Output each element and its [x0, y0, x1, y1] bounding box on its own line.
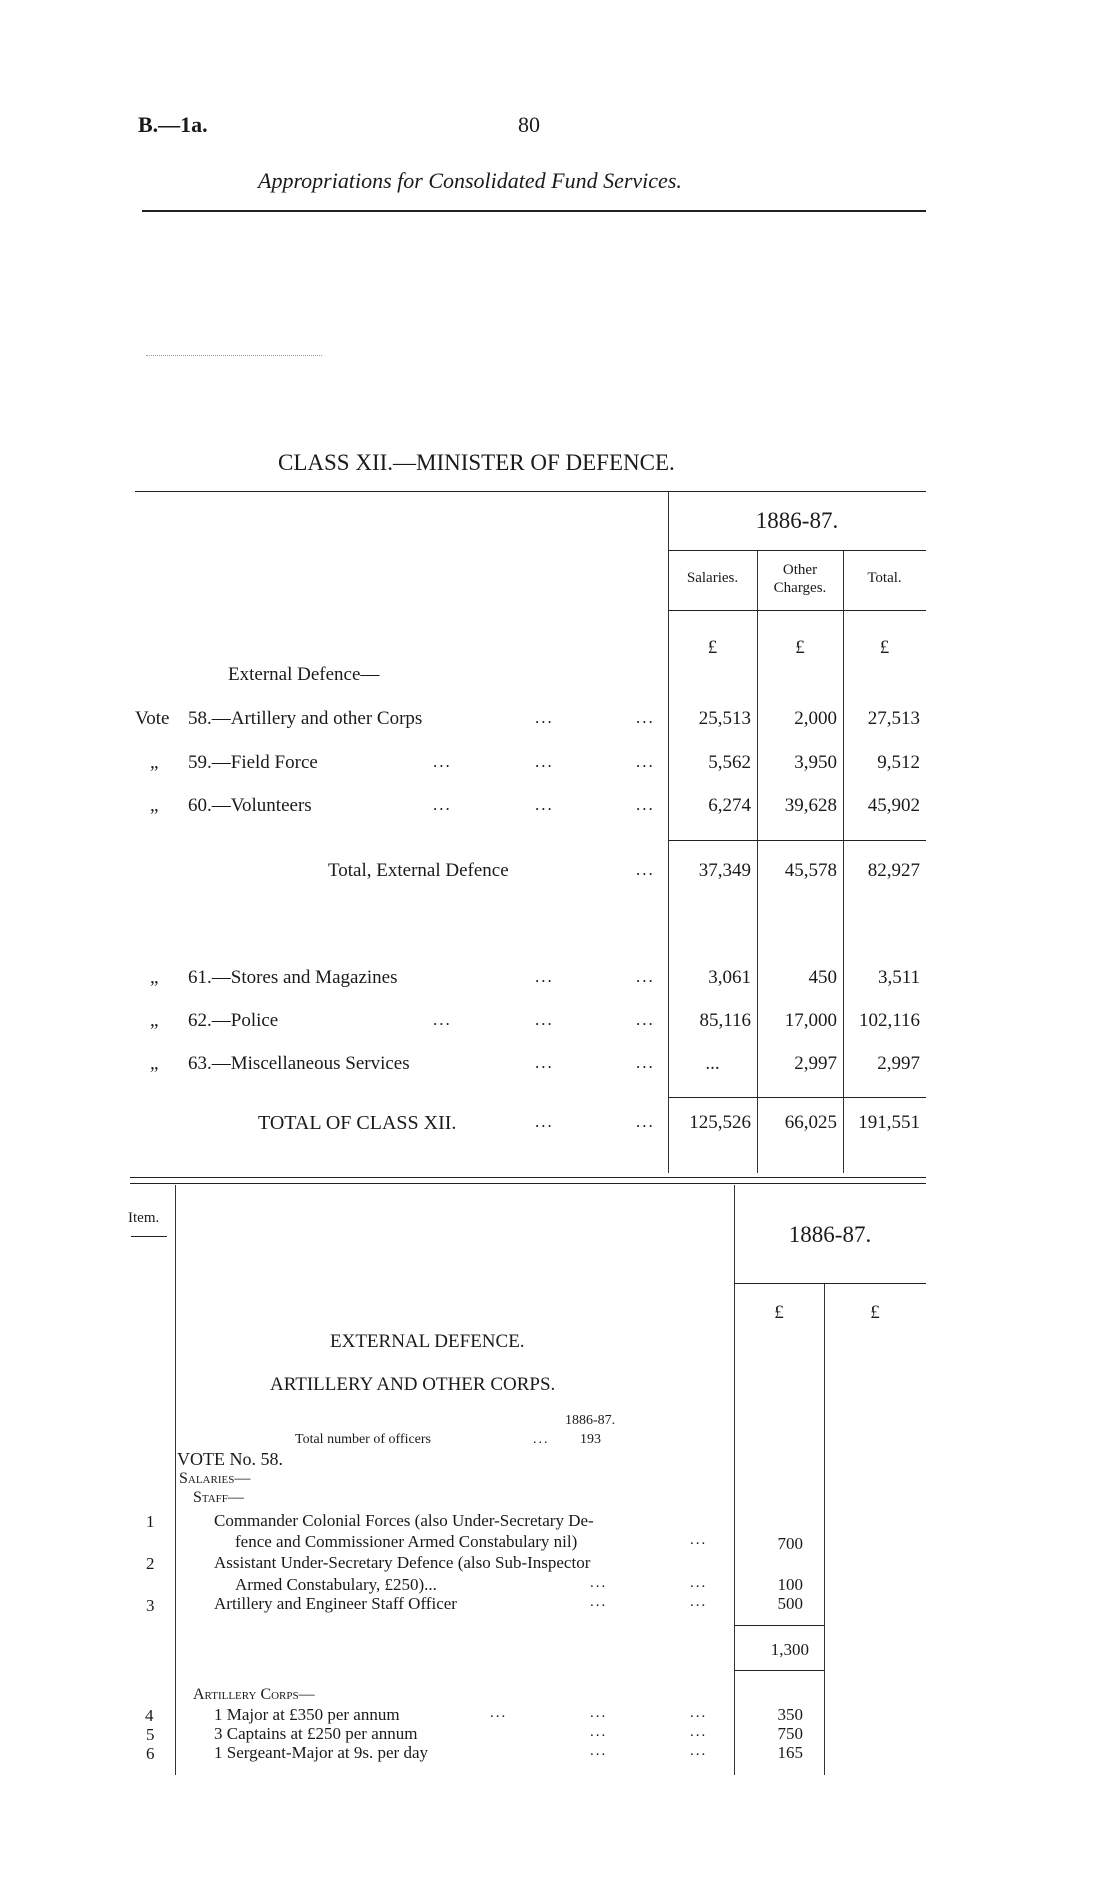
detail-heading-external-defence: EXTERNAL DEFENCE. [330, 1331, 525, 1352]
row-label: 62.—Police [188, 1010, 279, 1031]
item-label: Artillery and Engineer Staff Officer [214, 1594, 457, 1613]
row-prefix: Vote [135, 708, 170, 729]
row-total: 27,513 [867, 708, 920, 729]
leader-dots: ... [690, 1594, 708, 1610]
item-label: 1 Major at £350 per annum [214, 1705, 400, 1724]
row-prefix: „ [150, 1010, 159, 1031]
row-salaries: ... [705, 1053, 720, 1074]
row-total: 45,902 [867, 795, 920, 816]
leader-dots: ... [535, 1112, 554, 1131]
item-amount: 750 [777, 1724, 803, 1743]
row-other: 3,950 [794, 752, 837, 773]
row-salaries: 85,116 [699, 1010, 751, 1031]
detail-currency-left: £ [774, 1302, 784, 1323]
item-number: 2 [146, 1554, 155, 1573]
leader-dots: ... [636, 708, 655, 727]
leader-dots: ... [636, 967, 655, 986]
row-salaries: 5,562 [708, 752, 751, 773]
row-other: 450 [808, 967, 837, 988]
leader-dots: ... [690, 1724, 708, 1740]
item-label-line1: Commander Colonial Forces (also Under-Secretary De- [214, 1511, 594, 1530]
class-title: CLASS XII.—MINISTER OF DEFENCE. [278, 450, 675, 475]
col-total-header: Total. [867, 570, 902, 586]
item-number: 1 [146, 1512, 155, 1531]
subtotal-label: Total, External Defence [328, 860, 509, 881]
item-amount: 500 [777, 1594, 803, 1613]
leader-dots: ... [590, 1724, 608, 1740]
detail-heading-artillery: ARTILLERY AND OTHER CORPS. [270, 1374, 556, 1395]
staff-subtotal-rule-bottom [734, 1670, 824, 1671]
staff-heading: Staff— [193, 1489, 244, 1506]
currency-other: £ [795, 637, 805, 658]
artillery-corps-heading: Artillery Corps— [193, 1686, 315, 1703]
vote-number: VOTE No. 58. [177, 1449, 283, 1469]
item-header: Item. [128, 1210, 160, 1226]
document-code: B.—1a. [138, 112, 208, 137]
item-label: 3 Captains at £250 per annum [214, 1724, 418, 1743]
section-heading: External Defence— [228, 664, 380, 685]
row-label: 58.—Artillery and other Corps [188, 708, 423, 729]
subtotal-total: 82,927 [867, 860, 920, 881]
leader-dots: ... [636, 1053, 655, 1072]
item-label: 1 Sergeant-Major at 9s. per day [214, 1743, 429, 1762]
subtotal-salaries: 37,349 [698, 860, 751, 881]
staff-subtotal-rule [734, 1625, 824, 1626]
summary-top-rule [135, 491, 926, 492]
leader-dots: ... [690, 1705, 708, 1721]
leader-dots: ... [590, 1743, 608, 1759]
row-prefix: „ [150, 752, 159, 773]
leader-dots: ... [535, 1010, 554, 1029]
row-label: 63.—Miscellaneous Services [188, 1053, 410, 1074]
item-number: 3 [146, 1596, 155, 1615]
leader-dots: ... [433, 795, 452, 814]
row-total: 102,116 [858, 1010, 920, 1031]
officers-label: Total number of officers [295, 1432, 431, 1447]
row-label: 61.—Stores and Magazines [188, 967, 398, 988]
row-prefix: „ [150, 967, 159, 988]
leader-dots: ... [636, 860, 655, 879]
header-row-rule [668, 610, 926, 611]
subtotal-other: 45,578 [784, 860, 837, 881]
salaries-heading: Salaries— [179, 1470, 251, 1487]
leader-dots: ... [535, 795, 554, 814]
grand-total-total: 191,551 [858, 1112, 920, 1133]
row-other: 2,997 [794, 1053, 837, 1074]
col-salaries-header: Salaries. [686, 570, 739, 586]
item-amount: 700 [777, 1534, 803, 1553]
detail-item-col-rule [175, 1185, 176, 1775]
item-header-rule [131, 1236, 167, 1237]
leader-dots: ... [535, 752, 554, 771]
leader-dots: ... [636, 752, 655, 771]
row-prefix: „ [150, 1053, 159, 1074]
item-amount: 165 [777, 1743, 803, 1762]
page-number: 80 [518, 112, 540, 137]
leader-dots: ... [433, 1010, 452, 1029]
leader-dots: ... [535, 708, 554, 727]
page-subtitle: Appropriations for Consolidated Fund Services. [258, 168, 682, 193]
col-other-header-line1: Other [782, 562, 818, 578]
dotted-fragment [146, 355, 322, 356]
currency-total: £ [879, 637, 890, 658]
item-label-line1: Assistant Under-Secretary Defence (also Sub-Inspector [214, 1553, 591, 1572]
row-total: 3,511 [877, 967, 920, 988]
grand-total-label: TOTAL OF CLASS XII. [258, 1112, 457, 1134]
leader-dots: ... [535, 967, 554, 986]
staff-subtotal: 1,300 [770, 1640, 809, 1659]
grand-total-rule [668, 1097, 926, 1098]
year-rule [668, 550, 926, 551]
leader-dots: ... [636, 795, 655, 814]
item-number: 6 [146, 1744, 155, 1763]
section-double-rule-top [130, 1177, 926, 1178]
summary-year: 1886-87. [755, 508, 839, 533]
grand-total-other: 66,025 [784, 1112, 837, 1133]
row-prefix: „ [150, 795, 159, 816]
leader-dots: ... [690, 1532, 708, 1548]
row-other: 2,000 [794, 708, 837, 729]
col-other-header-line2: Charges. [773, 580, 827, 596]
leader-dots: ... [533, 1432, 550, 1447]
item-amount: 100 [777, 1575, 803, 1594]
detail-total-col-rule [824, 1283, 825, 1775]
row-total: 9,512 [877, 752, 920, 773]
row-other: 17,000 [784, 1010, 837, 1031]
leader-dots: ... [690, 1575, 708, 1591]
leader-dots: ... [590, 1575, 608, 1591]
officers-year: 1886-87. [565, 1413, 616, 1428]
detail-year: 1886-87. [788, 1222, 872, 1247]
header-rule [142, 210, 926, 212]
subtotal-rule [668, 840, 926, 841]
leader-dots: ... [636, 1010, 655, 1029]
currency-salaries: £ [707, 637, 718, 658]
leader-dots: ... [535, 1053, 554, 1072]
row-other: 39,628 [784, 795, 837, 816]
item-amount: 350 [777, 1705, 803, 1724]
item-number: 4 [145, 1706, 154, 1725]
item-number: 5 [146, 1725, 155, 1744]
row-label: 59.—Field Force [188, 752, 318, 773]
leader-dots: ... [433, 752, 452, 771]
officers-count: 193 [580, 1432, 601, 1447]
row-salaries: 6,274 [708, 795, 751, 816]
row-label: 60.—Volunteers [188, 795, 312, 816]
leader-dots: ... [590, 1594, 608, 1610]
row-salaries: 3,061 [708, 967, 751, 988]
leader-dots: ... [690, 1743, 708, 1759]
detail-amount-col-rule [734, 1185, 735, 1775]
leader-dots: ... [636, 1112, 655, 1131]
section-double-rule-bottom [130, 1183, 926, 1184]
detail-year-rule [734, 1283, 926, 1284]
leader-dots: ... [490, 1705, 508, 1721]
row-total: 2,997 [877, 1053, 920, 1074]
leader-dots: ... [590, 1705, 608, 1721]
item-label-line2: Armed Constabulary, £250)... [235, 1575, 437, 1594]
row-salaries: 25,513 [698, 708, 751, 729]
grand-total-salaries: 125,526 [689, 1112, 751, 1133]
item-label-line2: fence and Commissioner Armed Constabulary nil) [235, 1532, 578, 1551]
detail-currency-right: £ [870, 1302, 880, 1323]
